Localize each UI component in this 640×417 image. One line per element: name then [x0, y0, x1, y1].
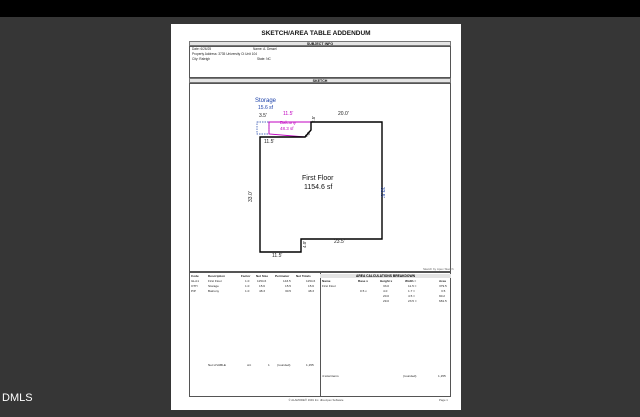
- table-cell: GLA1: [191, 279, 199, 283]
- sketch-credit: Sketch by Apex Sketch: [423, 267, 454, 271]
- calc-cell: 20.0: [383, 294, 390, 298]
- calc-cell: 3.5: [441, 289, 446, 293]
- calc-room-name: First Floor: [322, 284, 336, 288]
- col-perimeter: Perimeter: [275, 274, 290, 278]
- net-livable-count: 1: [268, 363, 270, 367]
- dim-left-top: 11.5': [264, 139, 275, 145]
- dim-diagonal: 4.0': [303, 130, 312, 139]
- net-livable-label: Net LIVABLE: [208, 363, 226, 367]
- top-bar: [0, 0, 640, 17]
- storage-outline: [257, 122, 269, 134]
- dim-balcony-width: 11.5': [283, 111, 294, 117]
- table-cell: 15.6: [308, 284, 315, 288]
- table-cell: 1154.6: [306, 279, 316, 283]
- area-calc-header: AREA CALCULATIONS BREAKDOWN: [320, 274, 451, 278]
- tables-divider: [320, 272, 321, 397]
- total-area-value: 1,155: [438, 374, 446, 378]
- date-field: Date: 6/26/25: [192, 47, 212, 51]
- total-items-label: 4 total items: [322, 374, 339, 378]
- document-page: [171, 24, 461, 410]
- dmls-watermark: DMLS: [2, 392, 33, 404]
- col-name: Name: [322, 279, 331, 283]
- dim-storage-width: 3.5': [259, 113, 267, 119]
- calc-cell: 23.5 =: [408, 299, 417, 303]
- table-cell: 1154.6: [257, 279, 267, 283]
- col-code: Code: [191, 274, 199, 278]
- col-net-totals: Net Totals: [296, 274, 311, 278]
- footer-page: Page 1: [439, 398, 448, 402]
- balcony-area: 48.3 sf: [280, 126, 294, 131]
- net-livable-unit: cnt: [247, 363, 252, 367]
- table-cell: 1.0: [245, 284, 250, 288]
- table-cell: First Floor: [208, 279, 222, 283]
- table-cell: 48.3: [259, 289, 266, 293]
- page-title: SKETCH/AREA TABLE ADDENDUM: [261, 30, 371, 37]
- calc-cell: 681.5: [439, 299, 447, 303]
- dim-bottom-left: 11.5': [272, 253, 283, 259]
- state-field: State: NC: [257, 57, 271, 61]
- room-area: 1154.6 sf: [304, 184, 333, 191]
- calc-cell: 379.5: [439, 284, 447, 288]
- col-height: Height x: [380, 279, 393, 283]
- col-area: Area: [439, 279, 446, 283]
- footer-copyright: © ALAMODE® 1991 Inc. dba Apex Software: [288, 398, 344, 402]
- calc-cell: 1.7 =: [408, 289, 415, 293]
- calc-cell: 4.5 =: [408, 294, 415, 298]
- calc-cell: 0.5 x: [360, 289, 367, 293]
- col-factor: Factor: [241, 274, 251, 278]
- table-cell: Storage: [208, 284, 219, 288]
- net-livable-total: 1,155: [306, 363, 314, 367]
- calc-cell: 29.0: [383, 299, 390, 303]
- sketch-header: SKETCH: [189, 78, 451, 83]
- city-field: City: Raleigh: [192, 57, 211, 61]
- property-address-field: Property Address: 3735 University Ct Unit 104: [192, 52, 258, 56]
- table-cell: 15.5: [285, 284, 292, 288]
- col-net-size: Net Size: [256, 274, 269, 278]
- table-cell: 30.5: [285, 289, 292, 293]
- table-cell: Balcony: [208, 289, 220, 293]
- subject-info-header: SUBJECT INFO: [189, 41, 451, 46]
- dim-bottom-step: 4.0': [302, 240, 307, 248]
- table-cell: 1.0: [245, 289, 250, 293]
- table-cell: 143.5: [283, 279, 291, 283]
- col-width: Width =: [405, 279, 417, 283]
- table-cell: 1.0: [245, 279, 250, 283]
- table-cell: 48.3: [308, 289, 315, 293]
- col-description: Description: [208, 274, 226, 278]
- storage-area: 15.6 sf: [258, 105, 274, 111]
- room-name: First Floor: [302, 175, 334, 182]
- calc-cell: 4.0: [383, 289, 388, 293]
- table-cell: P/P: [191, 289, 196, 293]
- dim-step-small: 2.5': [311, 115, 316, 123]
- table-cell: 15.6: [259, 284, 266, 288]
- storage-label: Storage: [255, 98, 277, 104]
- dim-right-height: 33.5': [379, 187, 385, 198]
- balcony-label: Balcony: [280, 120, 297, 125]
- col-base: Base x: [358, 279, 368, 283]
- calc-cell: 11.5 =: [408, 284, 417, 288]
- dim-bottom-right: 23.5': [334, 239, 345, 245]
- total-rounded-label: (rounded): [403, 374, 417, 378]
- dim-left-height: 33.0': [248, 191, 254, 202]
- calc-cell: 90.2: [439, 294, 446, 298]
- name-field: Name: A. Dessel: [253, 47, 277, 51]
- calc-cell: 33.0: [383, 284, 390, 288]
- table-cell: OTH: [191, 284, 198, 288]
- dim-top-width: 20.0': [338, 111, 349, 117]
- net-livable-rounded: (rounded): [277, 363, 291, 367]
